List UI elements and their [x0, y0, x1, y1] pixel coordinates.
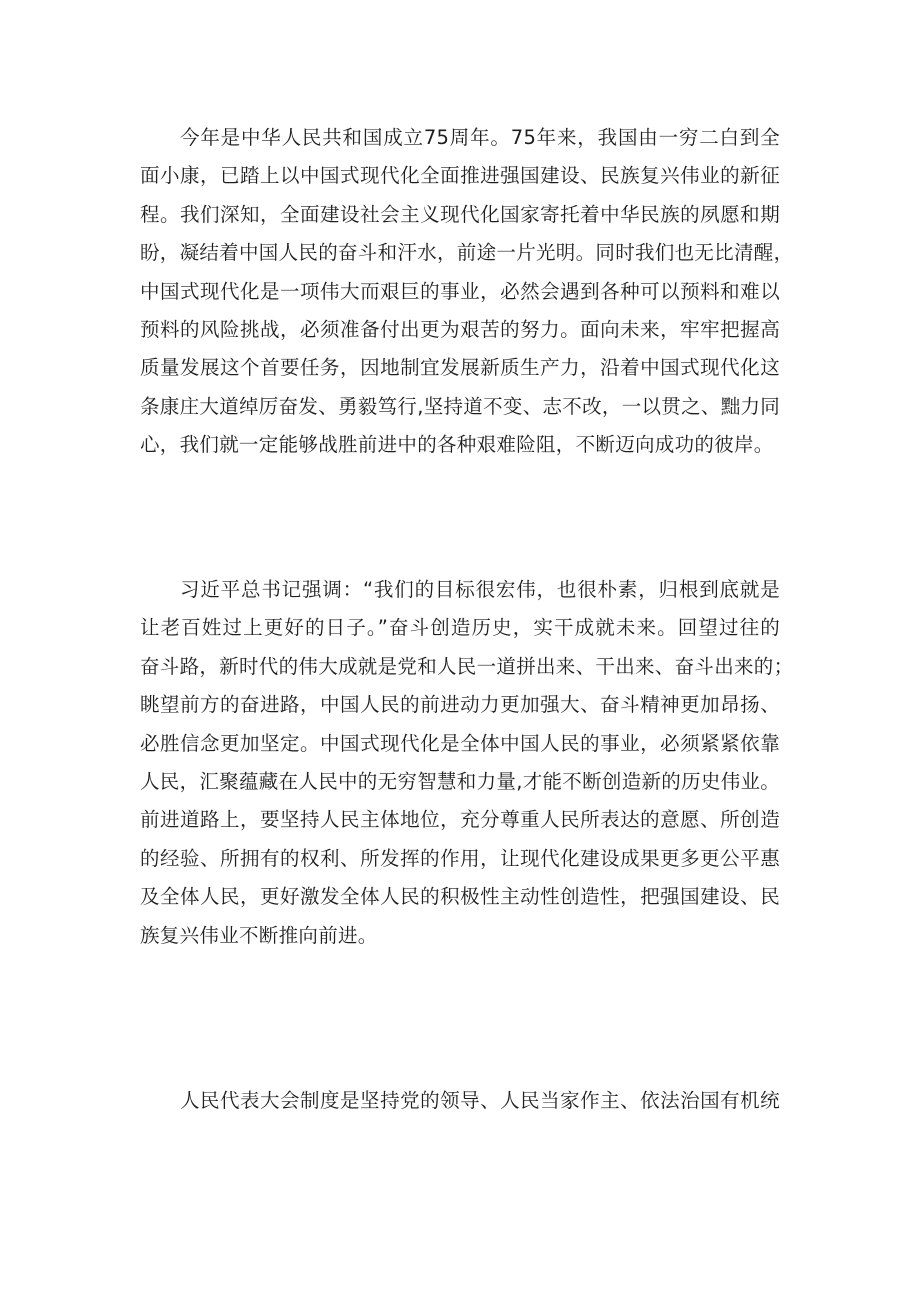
paragraph-2-line-10: 族复兴伟业不断推向前进。 [140, 923, 378, 947]
paragraph-2-line-5: 必胜信念更加坚定。中国式现代化是全体中国人民的事业，必须紧紧依靠 [140, 731, 780, 755]
paragraph-1-line-5: 中国式现代化是一项伟大而艰巨的事业，必然会遇到各种可以预料和难以 [140, 279, 780, 303]
paragraph-2-line-9: 及全体人民，更好激发全体人民的积极性主动性创造性，把强国建设、民 [140, 885, 780, 909]
paragraph-1-line-9: 心，我们就一定能够战胜前进中的各种艰难险阻，不断迈向成功的彼岸。 [140, 433, 774, 457]
paragraph-1-line-7: 质量发展这个首要任务，因地制宜发展新质生产力，沿着中国式现代化这 [140, 356, 780, 380]
paragraph-1 [140, 119, 794, 465]
paragraph-2-line-2: 让老百姓过上更好的日子。”奋斗创造历史，实干成就未来。回望过往的 [140, 616, 780, 640]
paragraph-2 [140, 571, 794, 955]
paragraph-2-line-7: 前进道路上，要坚持人民主体地位，充分尊重人民所表达的意愿、所创造 [140, 808, 780, 832]
paragraph-2-line-8: 的经验、所拥有的权利、所发挥的作用，让现代化建设成果更多更公平惠 [140, 846, 780, 870]
paragraph-3-line-1: 人民代表大会制度是坚持党的领导、人民当家作主、依法治国有机统 [180, 1089, 780, 1112]
paragraph-1-line-4: 盼，凝结着中国人民的奋斗和汗水，前途一片光明。同时我们也无比清醒， [140, 241, 794, 265]
paragraph-1-line-1: 今年是中华人民共和国成立75周年。75年来，我国由一穷二白到全 [180, 126, 780, 149]
paragraph-2-line-1: 习近平总书记强调：“我们的目标很宏伟，也很朴素，归根到底就是 [180, 578, 780, 601]
paragraph-1-line-8: 条康庄大道绰厉奋发、勇毅笃行,坚持道不变、志不改，一以贯之、黜力同 [140, 394, 781, 418]
paragraph-1-line-2: 面小康，已踏上以中国式现代化全面推进强国建设、民族复兴伟业的新征 [140, 164, 780, 188]
paragraph-1-line-6: 预料的风险挑战，必须准备付出更为艰苦的努力。面向未来，牢牢把握高 [140, 317, 780, 341]
paragraph-2-line-4: 眺望前方的奋进路，中国人民的前进动力更加强大、奋斗精神更加昂扬、 [140, 693, 780, 717]
paragraph-1-line-3: 程。我们深知，全面建设社会主义现代化国家寄托着中华民族的夙愿和期 [140, 202, 780, 226]
paragraph-2-line-6: 人民，汇聚蕴藏在人民中的无穷智慧和力量,才能不断创造新的历史伟业。 [140, 769, 781, 793]
paragraph-2-line-3: 奋斗路，新时代的伟大成就是党和人民一道拼出来、干出来、奋斗出来的； [140, 654, 794, 678]
paragraph-3 [140, 1082, 780, 1120]
